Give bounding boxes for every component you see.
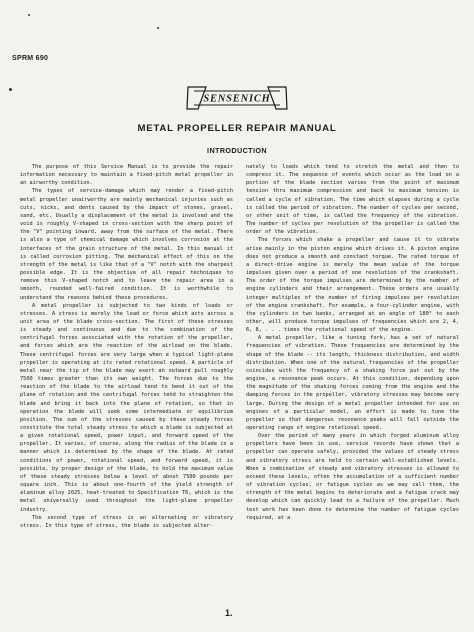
- paragraph-continuation: nately to loads which tend to stretch the metal and then to compress it. The sequence of events which occur as the load on a portion of the blade section varies from the point of maximum tension thru maximum compression and back to maximum tension is called a cycle of vibration. The time which elapses during a cycle is called the period of vibration. The number of cycles per second, or other unit of time, is called the frequency of the vibration. The number of cycles per revolution of the propeller is called the order of the vibration.: [246, 164, 459, 236]
- paragraph: The types of service-damage which may render a fixed-pitch metal propeller unairworthy are mainly mechanical injuries such as cuts, nicks, and dents caused by the impact of stones, gravel, sand, etc. Usually a displacement of the metal is involved and the void is roughly V-shaped in cross-section with the sharp point of the "V" pointing inward, away from the surface of the metal. There is also a type of chemical damage which involves corrosion at the interfaces of the grain structure of the metal. In this manual it is called corrosion pitting. The mechanical effect of this on the strength of the metal is like that of a "V" notch with the sharpest possible edge. It is the objective of all repair techniques to remove this V-shaped notch and to leave the repair area in a smooth, rounded well-faired condition. It is worthwhile to understand the reasons behind these procedures.: [20, 188, 233, 301]
- manual-title: METAL PROPELLER REPAIR MANUAL: [137, 123, 337, 134]
- scan-speck: [28, 14, 30, 16]
- logo-lettering: SENSENICH: [203, 93, 271, 105]
- paragraph: The second type of stress is an alternating or vibratory stress. In this type of stress, the blade is subjected alter-: [20, 514, 233, 529]
- paragraph: A metal propeller is subjected to two kinds of loads or stresses. A stress is merely the load or force which acts across a unit area of the blade cross-section. The first of these stresses is steady and continuous and due to the combination of the centrifugal forces associated with the rotation of the propeller, and forces which are the reaction of the airload on the blade. These centrifugal forces are very large when a typical light-plane propeller is operating at its rated rotational speed. A particle of metal near the tip of the blade may exert an outward pull roughly 7500 times greater than its own weight. The forces due to the reaction of the blade to the airload tend to bend it out of the plane of rotation and the centrifugal forces tend to straighten the blade and bring it back into the plane of rotation, so that in operation the blade will seek some intermediate or equilibrium position. The sum of the stresses caused by these steady forces constitute the total steady stress to which a blade is subjected at a given rotational speed, power input, and forward speed of the propeller. It varies, of course, along the radius of the blade in a manner which is determined by the shape of the blade. At rated conditions of power, rotational speed, and forward speed, it is possible, by proper design of the blade, to hold the maximum value of these steady stresses below a level of about 7500 pounds per square inch. This is about one-fourth of the yield strength of aluminum alloy 2025, heat-treated to Specification T6, which is the metal universally used throughout the light-plane propeller industry.: [20, 302, 233, 513]
- section-heading: INTRODUCTION: [207, 146, 267, 155]
- right-text-column: [246, 163, 459, 522]
- scan-speck: [9, 88, 12, 91]
- paragraph: Over the period of many years in which forged aluminum alloy propellers have been in use, service records have shown that a propeller can operate safely, provided the values of steady stress and vibratory stress are held to certain well-established levels. When a combination of steady and vibratory stresses is allowed to exceed these levels, often the accumulation of a sufficient number of vibration cycles, or fatigue cycles as we may call them, the strength of the metal begins to deteriorate and a fatigue crack may develop which can quickly lead to a failure of the propeller. Much test work has been done to determine the number of fatigue cycles required, at a: [246, 433, 459, 521]
- scan-speck: [157, 27, 159, 29]
- sensenich-logo: [184, 83, 290, 113]
- page-number: 1.: [225, 608, 233, 618]
- document-number: SPRM 690: [12, 55, 49, 62]
- paragraph: The forces which shake a propeller and cause it to vibrate arise mainly in the piston engine which drives it. A piston engine does not produce a smooth and constant torque. The rated torque of a direct-drive engine is merely the mean value of the torque impulses given over a period of one revolution of the crankshaft. The order of the torque impulses are determined by the number of engine cylinders and their arrangement. These orders are usually integer multiples of the number of firing impulses per revolution of the engine crankshaft. For example, a four-cylinder engine, with the cylinders in two banks, arranged at an angle of 180° to each other, will produce torque impulses of frequencies which are 2, 4, 6, 8, . . . times the rotational speed of the engine.: [246, 237, 459, 334]
- paragraph: The purpose of this Service Manual is to provide the repair information necessary to maintain a fixed-pitch metal propeller in an airworthy condition.: [20, 164, 233, 187]
- left-text-column: [20, 163, 233, 530]
- paragraph: A metal propeller, like a tuning fork, has a set of natural frequencies of vibration. These frequencies are determined by the shape of the blade -- its length, thickness distribution, and width distribution. When one of the natural frequencies of the propeller coincides with the frequency of a shaking force put out by the engine, a resonance peak occurs. At this condition, depending upon the magnitude of the shaking forces coming from the engine and the damping forces in the propeller, vibratory stresses may become very large. During the design of a metal propeller intended for use on engines of a particular model, an effort is made to tune the propeller so that dangerous resonance peaks will fall outside the operating range of engine rotational speed.: [246, 335, 459, 431]
